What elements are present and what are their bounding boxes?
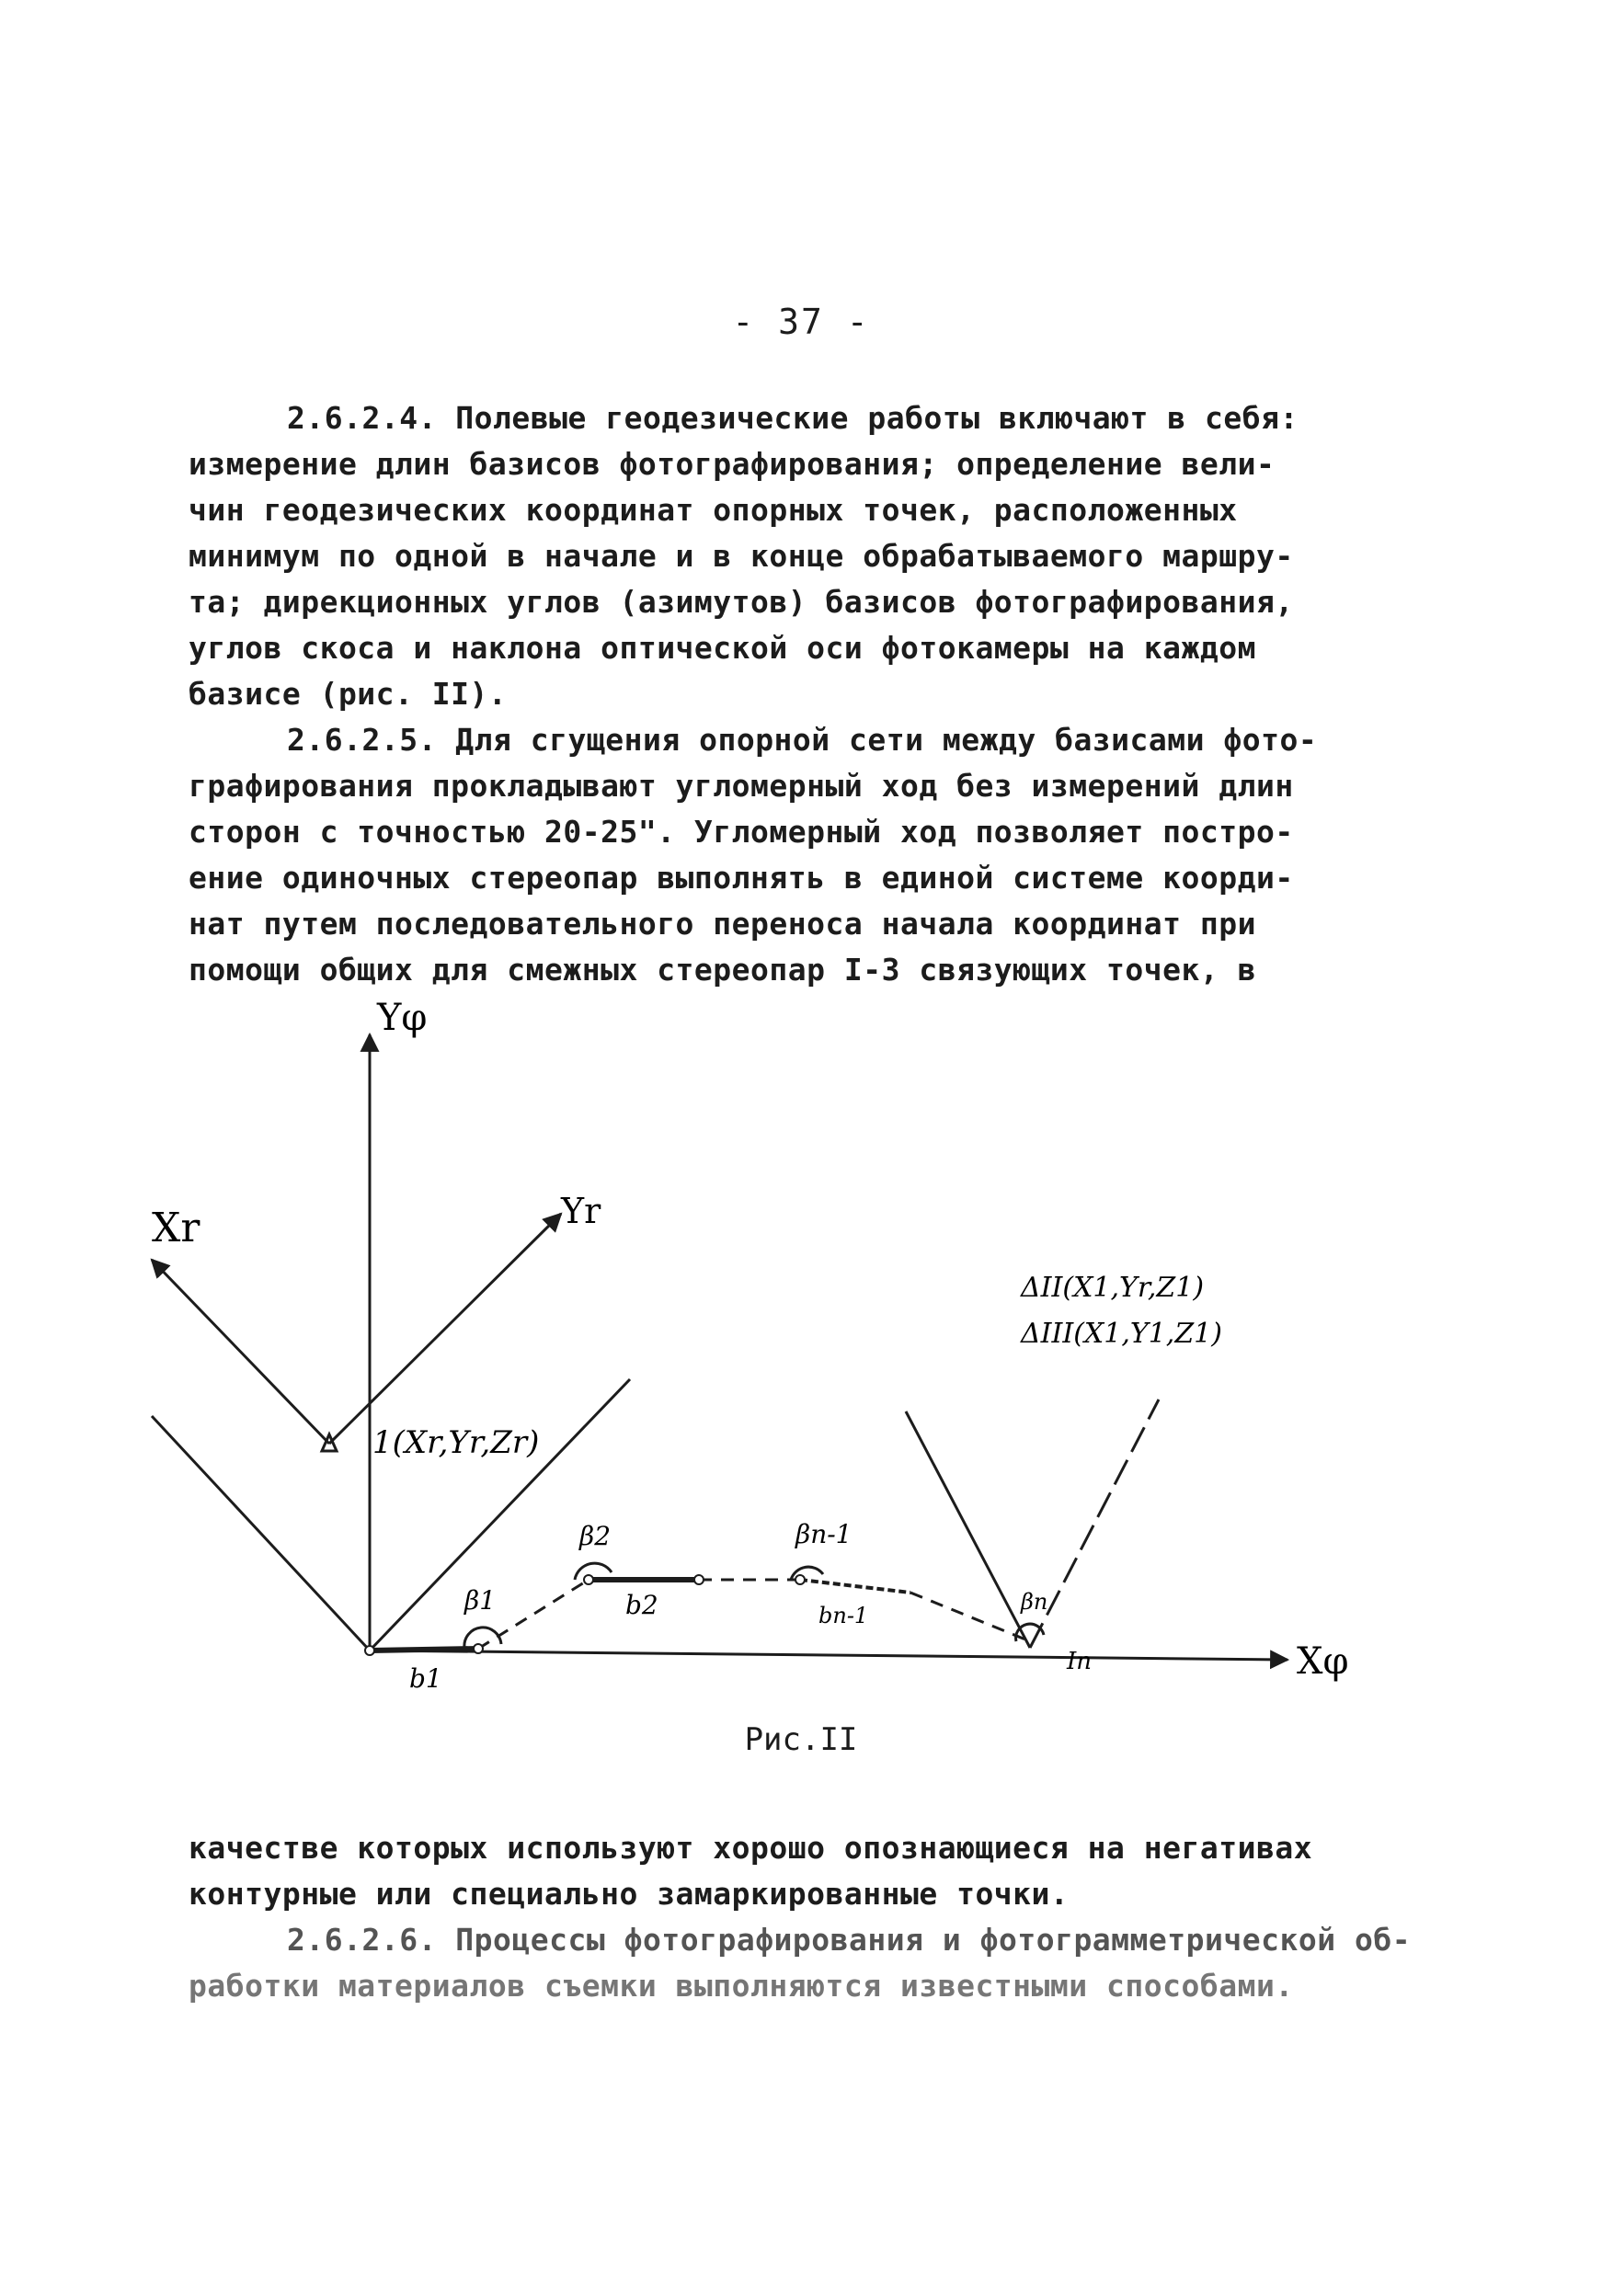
view-ray: [370, 1379, 630, 1651]
view-ray: [906, 1411, 1030, 1648]
text-line: помощи общих для смежных стереопар I-3 связующих точек, в: [189, 952, 1256, 988]
station-point: [795, 1575, 805, 1584]
label-point-1: 1(Xr,Yr,Zr): [372, 1424, 540, 1461]
text-line: работки материалов съемки выполняются известными способами.: [189, 1968, 1294, 2004]
text-line: качестве которых используют хорошо опознающиеся на негативах: [189, 1830, 1313, 1866]
page-number: - 37 -: [732, 302, 870, 342]
label-y-phi: Yφ: [377, 997, 428, 1039]
text-line: базисе (рис. II).: [189, 676, 508, 712]
text-line: измерение длин базисов фотографирования; определение вели-: [189, 446, 1276, 482]
text-line: ение одиночных стереопар выполнять в единой системе коорди-: [189, 860, 1294, 896]
label-bn-1: bn-1: [818, 1603, 869, 1628]
text-line: графирования прокладывают угломерный ход без измерений длин: [189, 768, 1294, 804]
base-bn-1: [800, 1580, 910, 1593]
x-phi-axis: [370, 1651, 1287, 1660]
text-line: нат путем последовательного переноса начала координат при: [189, 906, 1256, 942]
label-beta-2: β2: [579, 1521, 612, 1551]
text-line: сторон с точностью 20-25". Угломерный ход позволяет постро-: [189, 814, 1294, 850]
traverse-leg: [910, 1593, 1030, 1641]
station-point: [365, 1646, 374, 1655]
label-beta-n: βn: [1021, 1589, 1048, 1615]
label-point-2: ΔII(X1,Yr,Z1): [1021, 1272, 1205, 1304]
station-point: [474, 1644, 483, 1653]
figure-diagram: [0, 965, 1602, 1701]
label-point-3: ΔIII(X1,Y1,Z1): [1021, 1318, 1222, 1350]
text-line: 2.6.2.6. Процессы фотографирования и фотограмметрической об-: [287, 1922, 1412, 1958]
text-line: 2.6.2.5. Для сгущения опорной сети между базисами фото-: [287, 722, 1318, 758]
text-line: 2.6.2.4. Полевые геодезические работы включают в себя:: [287, 400, 1299, 436]
station-point: [694, 1575, 704, 1584]
y-geodetic-axis: [329, 1214, 561, 1444]
label-beta-n-1: βn-1: [795, 1519, 852, 1549]
label-In: In: [1067, 1648, 1093, 1675]
text-line: чин геодезических координат опорных точек, расположенных: [189, 492, 1238, 528]
base-b1: [370, 1649, 478, 1651]
view-ray: [1030, 1399, 1159, 1648]
x-geodetic-axis: [152, 1260, 329, 1444]
text-line: минимум по одной в начале и в конце обрабатываемого маршру-: [189, 538, 1294, 574]
label-b2: b2: [625, 1590, 658, 1620]
station-point: [584, 1575, 593, 1584]
label-beta-1: β1: [464, 1585, 497, 1616]
text-line: углов скоса и наклона оптической оси фотокамеры на каждом: [189, 630, 1256, 666]
text-line: контурные или специально замаркированные точки.: [189, 1876, 1070, 1912]
label-x-geodetic: Xr: [152, 1205, 200, 1251]
label-b1: b1: [409, 1663, 442, 1694]
label-y-geodetic: Yr: [561, 1191, 601, 1231]
text-line: та; дирекционных углов (азимутов) базисов фотографирования,: [189, 584, 1294, 620]
label-x-phi: Xφ: [1297, 1640, 1349, 1683]
text-block-bottom: [189, 1825, 1412, 2009]
figure-caption: Рис.II: [744, 1721, 858, 1758]
text-block-top: [189, 395, 1384, 993]
